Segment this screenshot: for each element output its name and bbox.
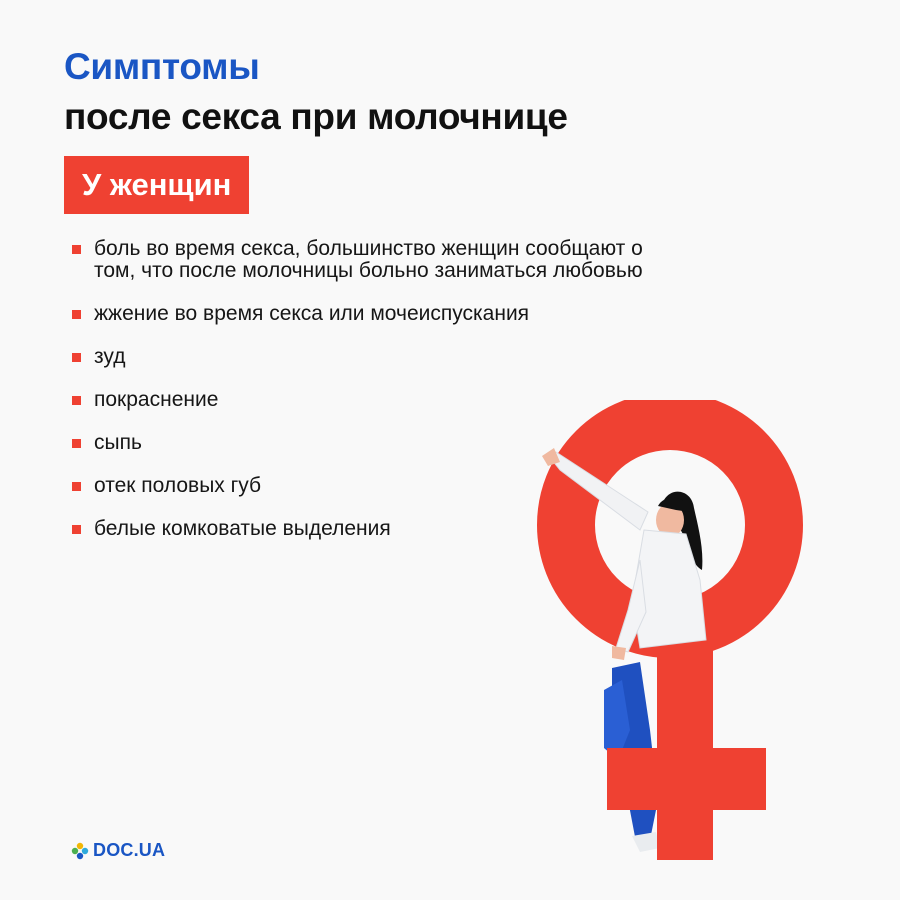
symptom-text: сыпь — [94, 431, 142, 454]
symptom-text: отек половых губ — [94, 474, 262, 497]
symptom-text: покраснение — [94, 388, 219, 411]
symptom-text: белые комковатые выделения — [94, 517, 391, 540]
symptom-text: зуд — [94, 345, 126, 368]
bullet-icon — [72, 482, 81, 491]
symptom-text: боль во время секса, большинство женщин сообщают о том, что после молочницы больно заниматься любовью — [94, 237, 643, 282]
audience-badge: У женщин — [64, 156, 249, 214]
symptom-item — [72, 238, 654, 282]
logo-flower-icon — [70, 841, 90, 861]
page-subtitle: после секса при молочнице — [64, 96, 568, 137]
symptom-item — [72, 303, 692, 325]
bullet-icon — [72, 245, 81, 254]
female-symbol-illustration — [520, 400, 820, 870]
bullet-icon — [72, 353, 81, 362]
brand-logo — [70, 840, 165, 861]
bullet-icon — [72, 396, 81, 405]
logo-text: DOC.UA — [93, 840, 166, 860]
bullet-icon — [72, 439, 81, 448]
symptom-item — [72, 346, 692, 368]
symptom-text: жжение во время секса или мочеиспускания — [94, 302, 530, 325]
bullet-icon — [72, 525, 81, 534]
page-title: Симптомы — [64, 46, 260, 87]
bullet-icon — [72, 310, 81, 319]
